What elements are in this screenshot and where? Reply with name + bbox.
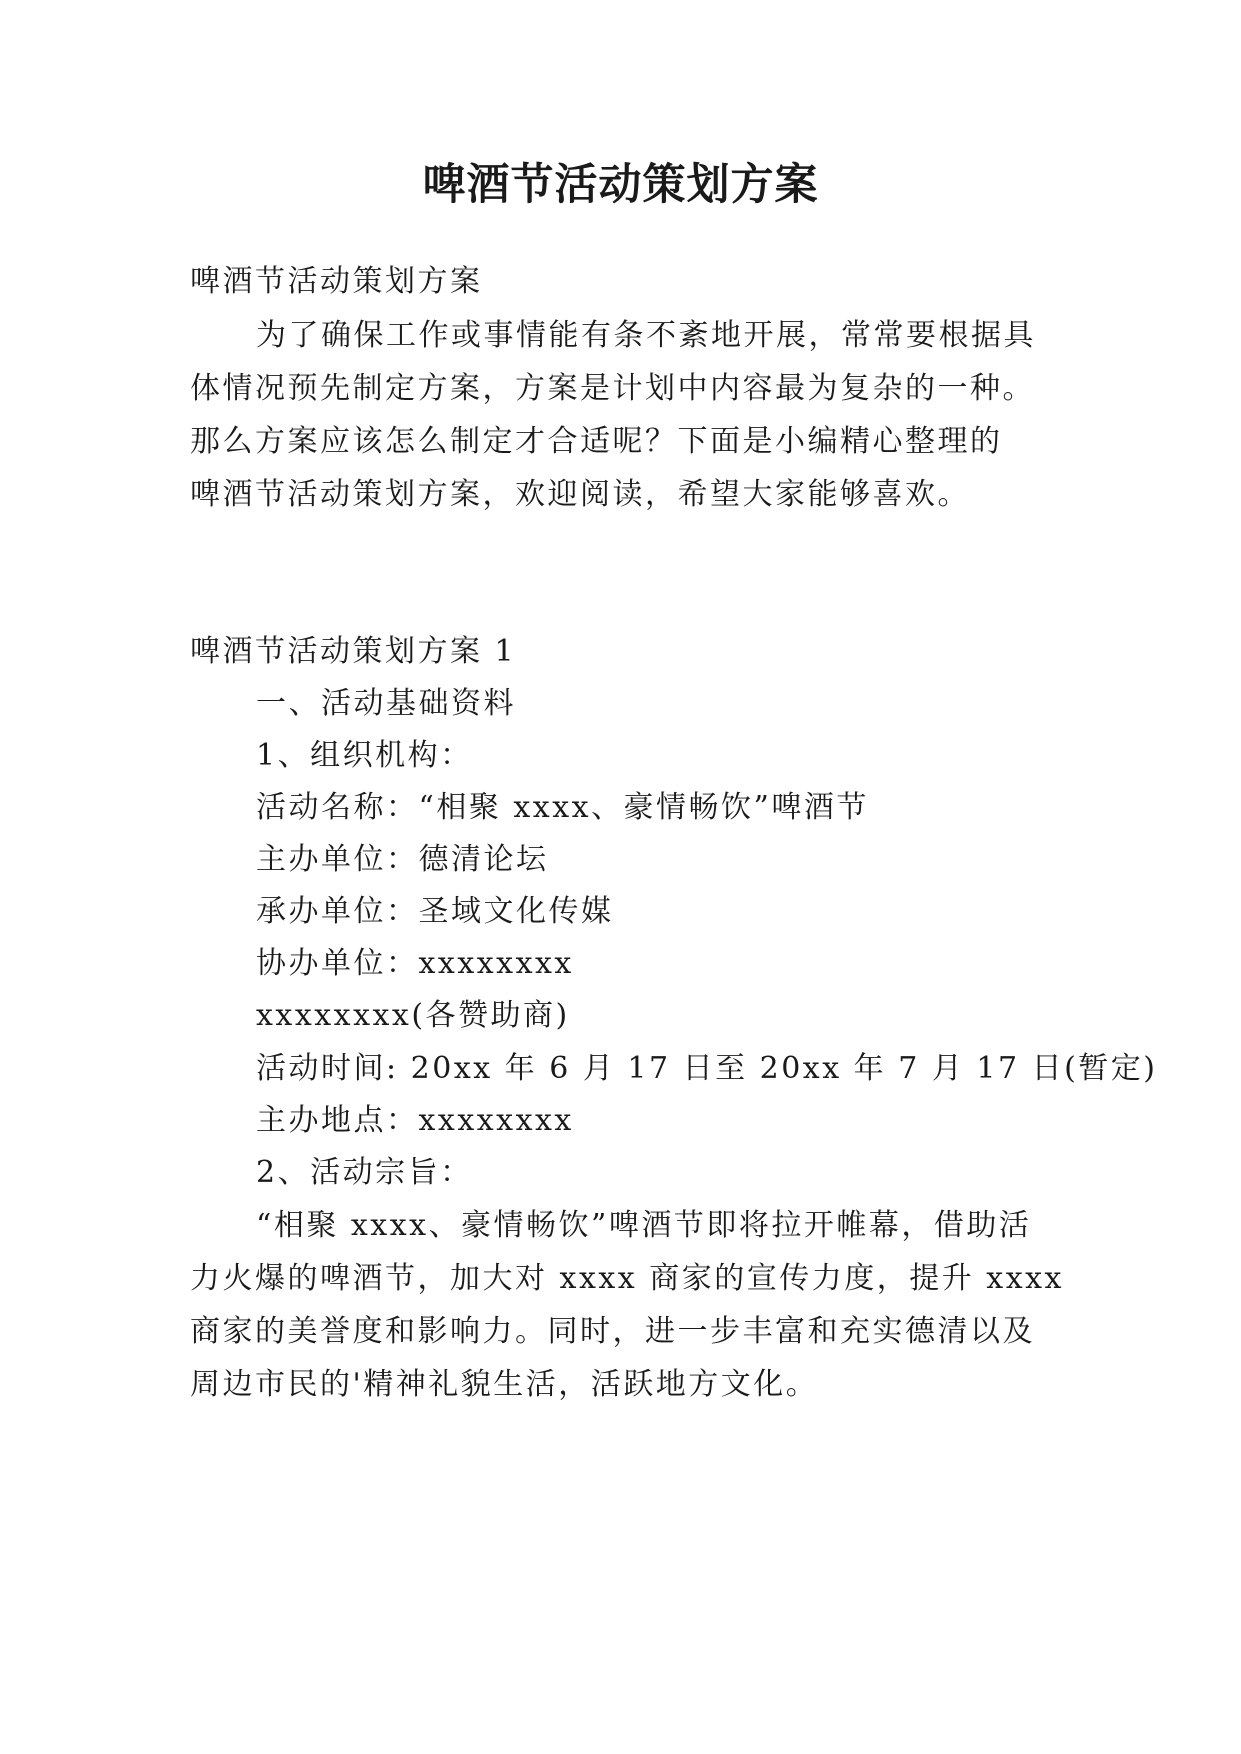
org-line-activity-name: 活动名称：“相聚 xxxx、豪情畅饮”啤酒节 — [256, 790, 869, 825]
org-heading: 1、组织机构： — [256, 738, 473, 773]
org-line-location: 主办地点：xxxxxxxx — [256, 1103, 574, 1138]
intro-paragraph-line: 体情况预先制定方案，方案是计划中内容最为复杂的一种。 — [190, 371, 1035, 406]
purpose-paragraph-line: 商家的美誉度和影响力。同时，进一步丰富和充实德清以及 — [190, 1314, 1035, 1349]
document-title: 啤酒节活动策划方案 — [422, 160, 819, 210]
intro-paragraph-line: 那么方案应该怎么制定才合适呢？下面是小编精心整理的 — [190, 424, 1003, 459]
part1-heading: 一、活动基础资料 — [256, 686, 516, 721]
org-line-sponsors: xxxxxxxx(各赞助商) — [256, 998, 570, 1033]
section-heading: 啤酒节活动策划方案 1 — [190, 634, 517, 669]
org-line-host: 主办单位：德清论坛 — [256, 842, 549, 877]
org-line-organizer: 承办单位：圣域文化传媒 — [256, 894, 614, 929]
intro-paragraph-line: 啤酒节活动策划方案，欢迎阅读，希望大家能够喜欢。 — [190, 477, 970, 512]
purpose-paragraph-line: 周边市民的'精神礼貌生活，活跃地方文化。 — [190, 1367, 819, 1402]
purpose-paragraph-line: “相聚 xxxx、豪情畅饮”啤酒节即将拉开帷幕，借助活 — [256, 1208, 1032, 1243]
intro-paragraph-line: 为了确保工作或事情能有条不紊地开展，常常要根据具 — [256, 318, 1036, 353]
purpose-heading: 2、活动宗旨： — [256, 1155, 473, 1190]
intro-heading: 啤酒节活动策划方案 — [190, 264, 483, 299]
purpose-paragraph-line: 力火爆的啤酒节，加大对 xxxx 商家的宣传力度，提升 xxxx — [190, 1261, 1064, 1296]
org-line-co-organizer: 协办单位：xxxxxxxx — [256, 946, 574, 981]
org-line-time: 活动时间: 20xx 年 6 月 17 日至 20xx 年 7 月 17 日(暂定) — [256, 1051, 1158, 1086]
